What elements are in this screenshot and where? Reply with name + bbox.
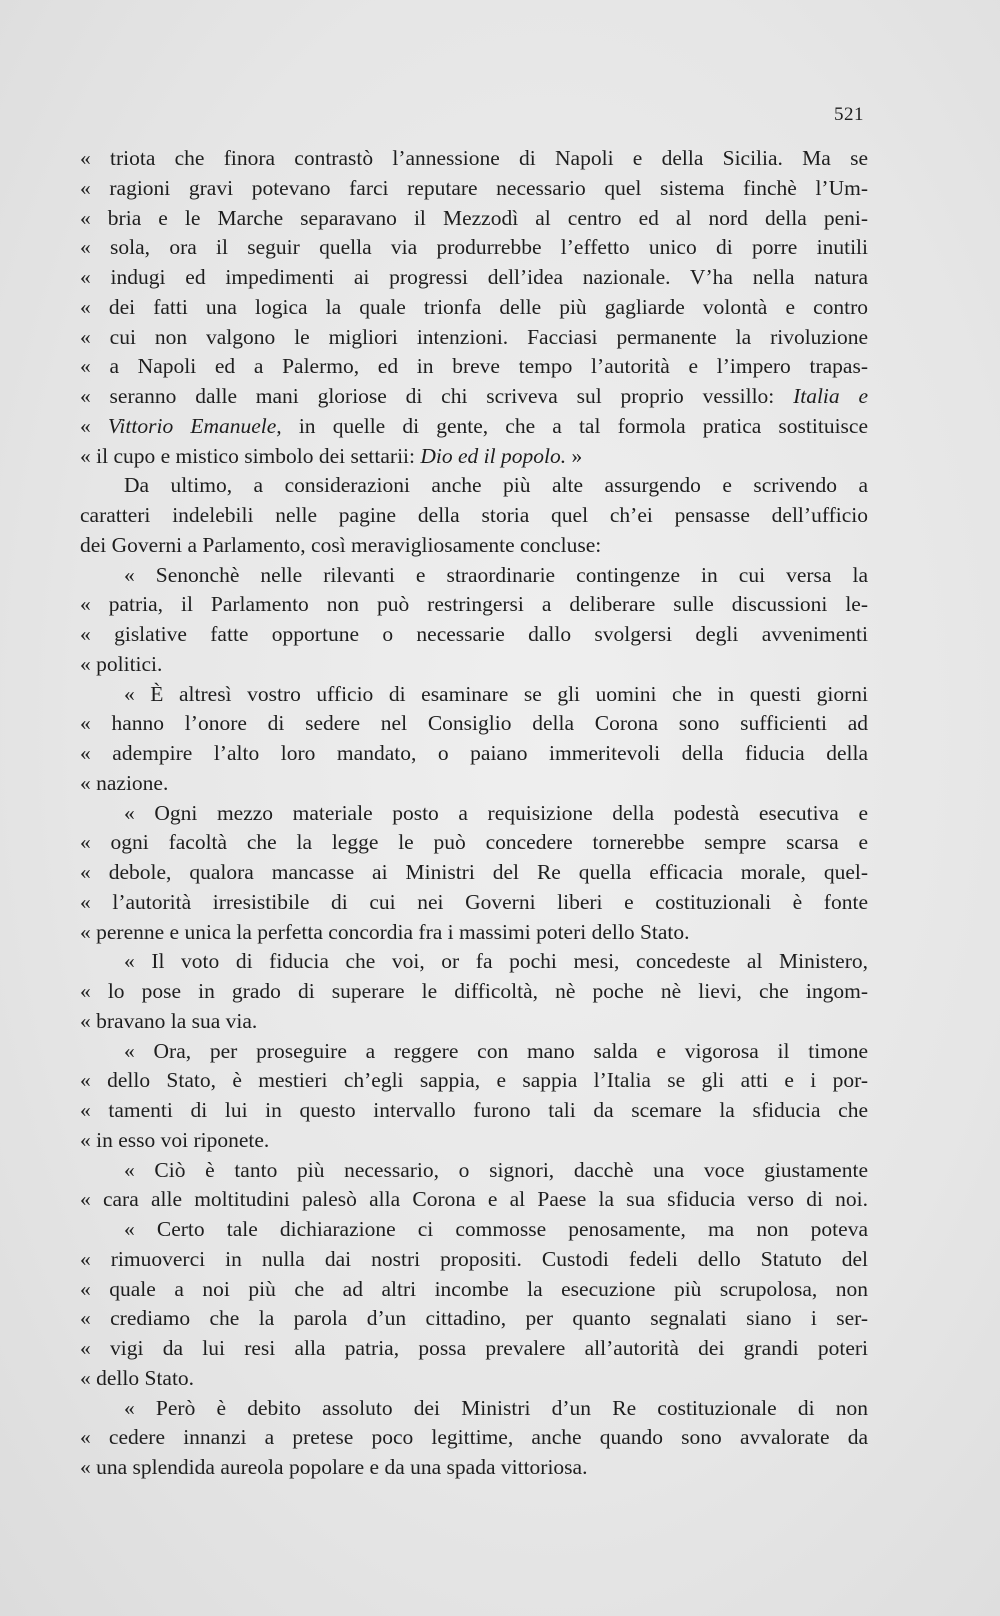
- text-line: « l’autorità irresistibile di cui nei Governi liberi e costituzionali è fonte: [80, 889, 868, 914]
- text-line: « Ora, per proseguire a reggere con mano salda e vigorosa il timone: [124, 1038, 868, 1063]
- text-line: « indugi ed impedimenti ai progressi dell’idea nazionale. V’ha nella natura: [80, 265, 868, 289]
- italic-phrase: Vittorio Emanuele,: [107, 413, 282, 438]
- text-line: « Senonchè nelle rilevanti e straordinarie contingenze in cui versa la: [124, 562, 868, 587]
- text-line: [80, 382, 868, 412]
- text-line: « debole, qualora mancasse ai Ministri del Re quella efficacia morale, quel-: [80, 860, 868, 884]
- text-line: « cui non valgono le migliori intenzioni. Facciasi permanente la rivoluzione: [80, 324, 868, 349]
- text-line: caratteri indelebili nelle pagine della storia quel ch’ei pensasse dell’ufficio: [80, 503, 868, 527]
- page-number: 521: [834, 104, 864, 125]
- text-line: « Però è debito assoluto dei Ministri d’un Re costituzionale di non: [124, 1395, 868, 1420]
- italic-phrase: Dio ed il popolo.: [420, 443, 567, 468]
- text-line: « gislative fatte opportune o necessarie dallo svolgersi degli avvenimenti: [80, 622, 868, 646]
- text-line: « cara alle moltitudini palesò alla Corona e al Paese la sua sfiducia verso di noi.: [80, 1187, 868, 1212]
- text-segment: in quelle di gente, che a tal formola pratica sostituisce: [281, 413, 868, 438]
- text-line: « triota che finora contrastò l’annessione di Napoli e della Sicilia. Ma se: [80, 146, 868, 170]
- text-line: « nazione.: [80, 770, 169, 795]
- text-line: « rimuoverci in nulla dai nostri propositi. Custodi fedeli dello Statuto del: [80, 1246, 868, 1271]
- text-line: Da ultimo, a considerazioni anche più alte assurgendo e scrivendo a: [124, 473, 868, 498]
- text-line: « ogni facoltà che la legge le può concedere tornerebbe sempre scarsa e: [80, 830, 868, 855]
- text-line: « dello Stato, è mestieri ch’egli sappia, e sappia l’Italia se gli atti e i por-: [80, 1068, 868, 1093]
- text-line: « Il voto di fiducia che voi, or fa pochi mesi, concedeste al Ministero,: [124, 949, 868, 974]
- text-line: « Ciò è tanto più necessario, o signori, dacchè una voce giustamente: [124, 1157, 868, 1182]
- text-line: « bravano la sua via.: [80, 1008, 258, 1033]
- text-line: [80, 442, 868, 472]
- text-line: « quale a noi più che ad altri incombe la esecuzione più scrupolosa, non: [80, 1276, 868, 1301]
- text-segment: « il cupo e mistico simbolo dei settarii:: [80, 443, 421, 468]
- text-line: « tamenti di lui in questo intervallo furono tali da scemare la sfiducia che: [80, 1098, 868, 1122]
- body-text: [80, 144, 868, 1483]
- italic-phrase: Italia e: [793, 384, 868, 408]
- text-line: « a Napoli ed a Palermo, ed in breve tempo l’autorità e l’impero trapas-: [80, 354, 868, 379]
- text-line: « hanno l’onore di sedere nel Consiglio della Corona sono sufficienti ad: [80, 711, 868, 736]
- text-line: « ragioni gravi potevano farci reputare necessario quel sistema finchè l’Um-: [80, 175, 868, 200]
- text-line: « dello Stato.: [80, 1365, 195, 1390]
- text-line: « cedere innanzi a pretese poco legittime, anche quando sono avvalorate da: [80, 1425, 868, 1450]
- text-line: « dei fatti una logica la quale trionfa delle più gagliarde volontà e contro: [80, 294, 868, 319]
- text-line: « lo pose in grado di superare le difficoltà, nè poche nè lievi, che ingom-: [80, 979, 868, 1003]
- text-line: « patria, il Parlamento non può restringersi a deliberare sulle discussioni le-: [80, 592, 868, 617]
- text-line: « crediamo che la parola d’un cittadino, per quanto segnalati siano i ser-: [80, 1306, 868, 1331]
- text-segment: »: [566, 443, 583, 468]
- text-line: « Ogni mezzo materiale posto a requisizione della podestà esecutiva e: [124, 800, 868, 825]
- text-line: « vigi da lui resi alla patria, possa prevalere all’autorità dei grandi poteri: [80, 1336, 868, 1360]
- text-line: « perenne e unica la perfetta concordia fra i massimi poteri dello Stato.: [80, 919, 690, 944]
- text-line: « bria e le Marche separavano il Mezzodì al centro ed al nord della peni-: [80, 205, 868, 230]
- text-line: dei Governi a Parlamento, così meravigliosamente concluse:: [80, 532, 602, 557]
- text-line: « una splendida aureola popolare e da una spada vittoriosa.: [80, 1455, 588, 1479]
- text-segment: « seranno dalle mani gloriose di chi scriveva sul proprio vessillo:: [80, 384, 794, 408]
- text-segment: «: [80, 413, 108, 438]
- text-line: « Certo tale dichiarazione ci commosse penosamente, ma non poteva: [124, 1217, 868, 1241]
- text-line: « adempire l’alto loro mandato, o paiano immeritevoli della fiducia della: [80, 741, 868, 765]
- text-line: [80, 412, 868, 442]
- text-line: « È altresì vostro ufficio di esaminare se gli uomini che in questi giorni: [124, 681, 868, 706]
- text-line: « sola, ora il seguir quella via produrrebbe l’effetto unico di porre inutili: [80, 235, 868, 260]
- text-line: « politici.: [80, 651, 163, 676]
- text-line: « in esso voi riponete.: [80, 1127, 270, 1152]
